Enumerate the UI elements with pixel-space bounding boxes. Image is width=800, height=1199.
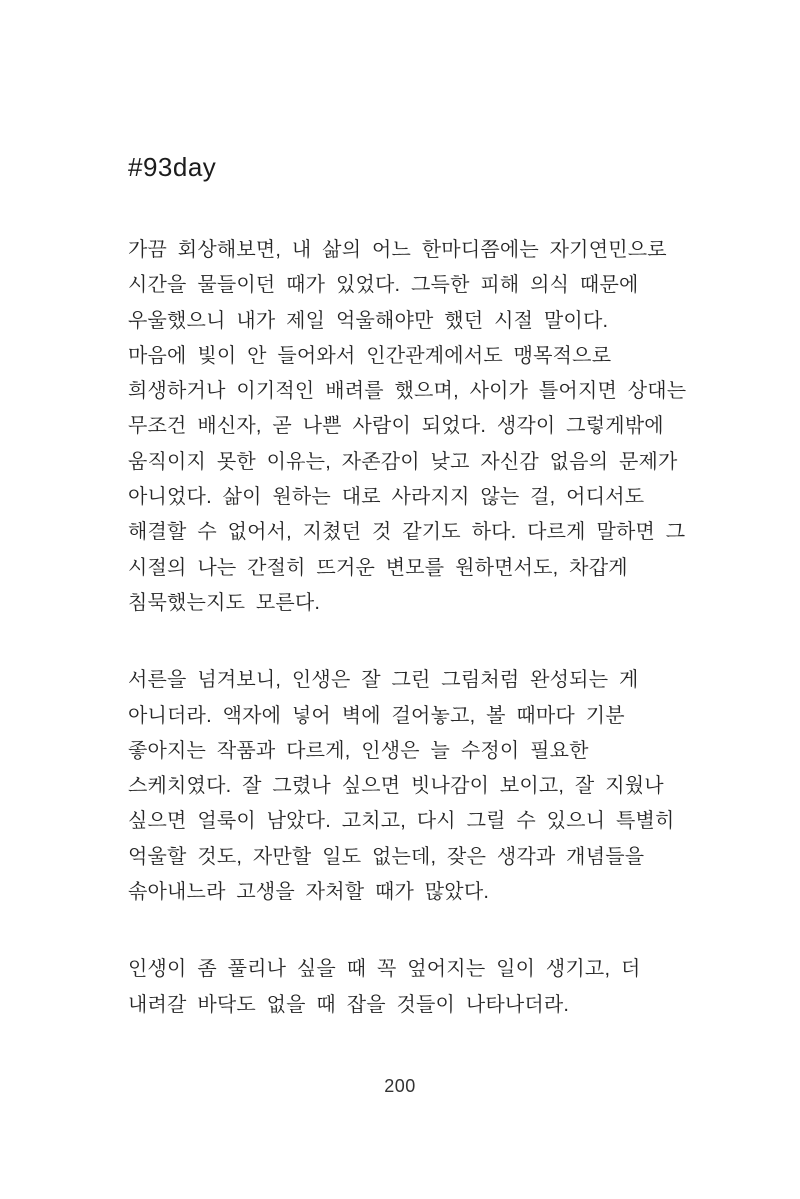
text-line: 마음에 빛이 안 들어와서 인간관계에서도 맹목적으로 — [128, 344, 612, 367]
body-text — [128, 233, 708, 1065]
paragraph-3 — [128, 952, 708, 1023]
paragraph-2 — [128, 663, 708, 910]
text-line: 서른을 넘겨보니, 인생은 잘 그린 그림처럼 완성되는 게 — [128, 669, 639, 692]
text-line: 싶으면 얼룩이 남았다. 고치고, 다시 그릴 수 있으니 특별히 — [128, 810, 675, 833]
text-line: 우울했으니 내가 제일 억울해야만 했던 시절 말이다. — [128, 309, 609, 332]
text-line: 아니더라. 액자에 넣어 벽에 걸어놓고, 볼 때마다 기분 — [128, 704, 625, 727]
text-line: 가끔 회상해보면, 내 삶의 어느 한마디쯤에는 자기연민으로 — [128, 239, 667, 261]
text-line: 내려갈 바닥도 없을 때 잡을 것들이 나타나더라. — [128, 993, 570, 1016]
text-line: 인생이 좀 풀리나 싶을 때 꼭 엎어지는 일이 생기고, 더 — [128, 958, 641, 981]
text-line: 스케치였다. 잘 그렸나 싶으면 빗나감이 보이고, 잘 지웠나 — [128, 775, 664, 798]
text-line: 움직이지 못한 이유는, 자존감이 낮고 자신감 없음의 문제가 — [128, 450, 678, 473]
text-line: 아니었다. 삶이 원하는 대로 사라지지 않는 걸, 어디서도 — [128, 486, 645, 509]
text-line: 시절의 나는 간절히 뜨거운 변모를 원하면서도, 차갑게 — [128, 556, 628, 579]
text-line: 억울할 것도, 자만할 일도 없는데, 잦은 생각과 개념들을 — [128, 845, 645, 868]
text-line: 좋아지는 작품과 다르게, 인생은 늘 수정이 필요한 — [128, 739, 589, 762]
text-line: 침묵했는지도 모른다. — [128, 591, 321, 614]
text-line: 희생하거나 이기적인 배려를 했으며, 사이가 틀어지면 상대는 — [128, 380, 687, 403]
text-line: 솎아내느라 고생을 자처할 때가 많았다. — [128, 881, 490, 904]
text-line: 시간을 물들이던 때가 있었다. 그득한 피해 의식 때문에 — [128, 274, 639, 297]
text-line: 무조건 배신자, 곧 나쁜 사람이 되었다. 생각이 그렇게밖에 — [128, 415, 664, 438]
page-title: #93day — [128, 152, 217, 182]
text-line: 해결할 수 없어서, 지쳤던 것 같기도 하다. 다르게 말하면 그 — [128, 521, 686, 544]
page-number: 200 — [384, 1076, 416, 1096]
paragraph-1 — [128, 233, 708, 621]
